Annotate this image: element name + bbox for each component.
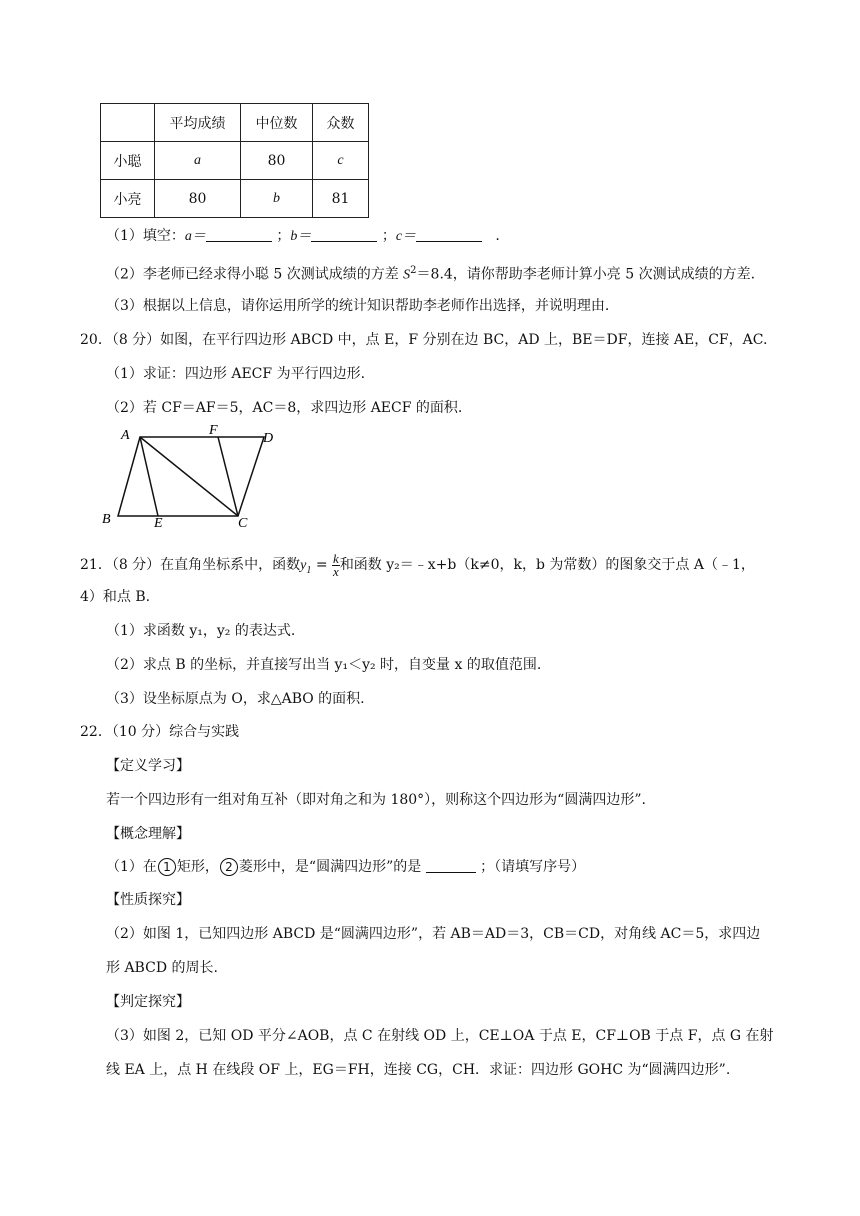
q21-stem-text: 和函数 y₂＝﹣x+b（k≠0，k，b 为常数）的图象交于点 A（﹣1， (339, 557, 755, 573)
q19-part2-text: （2）李老师已经求得小聪 5 次测试成绩的方差 (106, 266, 404, 283)
table-header-cell: 中位数 (241, 104, 313, 142)
table-row (101, 180, 369, 218)
q21-part1: （1）求函数 y₁，y₂ 的表达式. (106, 623, 296, 639)
heading-definition: 【定义学习】 (106, 758, 190, 774)
q22-stem: 22．（10 分）综合与实践 (80, 724, 240, 740)
q19-part2 (106, 261, 755, 286)
label-f: F (209, 423, 218, 438)
q19-part3: （3）根据以上信息，请你运用所学的统计知识帮助李老师作出选择，并说明理由. (106, 298, 610, 314)
q19-a-label: a＝ (184, 229, 206, 244)
table-cell: 81 (313, 180, 369, 218)
answer-blank-b[interactable] (311, 227, 377, 242)
label-a: A (121, 428, 130, 443)
equals-sign: = (311, 557, 333, 573)
table-header-cell: 众数 (313, 104, 369, 142)
answer-blank-a[interactable] (206, 227, 272, 242)
q22-part2-line2: 形 ABCD 的周长. (106, 960, 218, 976)
parallelogram-figure (96, 420, 286, 532)
q22-part2-line1: （2）如图 1，已知四边形 ABCD 是“圆满四边形”，若 AB＝AD＝3，CB＝CD，对角线 AC＝5，求四边 (106, 926, 761, 942)
y1-symbol: y (300, 558, 307, 573)
q21-part2: （2）求点 B 的坐标，并直接写出当 y₁＜y₂ 时，自变量 x 的取值范围. (106, 657, 542, 673)
q21-stem (80, 550, 755, 586)
answer-blank-q22[interactable] (426, 858, 476, 873)
q21-stem-cont: 4）和点 B. (80, 589, 151, 605)
label-c: C (238, 516, 248, 531)
q19-part2-text: ＝8.4，请你帮助李老师计算小亮 5 次测试成绩的方差. (416, 266, 756, 283)
fraction-numerator: k (333, 550, 339, 566)
fraction-denominator: x (333, 563, 339, 579)
label-e: E (154, 516, 163, 531)
q21-part3: （3）设坐标原点为 O，求△ABO 的面积. (106, 691, 365, 707)
answer-blank-c[interactable] (416, 227, 482, 242)
heading-property: 【性质探究】 (106, 892, 190, 908)
label-d: D (263, 431, 274, 446)
q22-part1-text: 菱形中，是“圆满四边形”的是 (238, 859, 422, 875)
q20-part2: （2）若 CF＝AF＝5，AC＝8，求四边形 AECF 的面积. (106, 400, 463, 416)
q20-part1: （1）求证：四边形 AECF 为平行四边形. (106, 366, 366, 382)
table-cell: a (155, 142, 241, 180)
q19-part1-label: （1）填空： (106, 228, 185, 244)
q19-part1 (106, 226, 500, 247)
variance-symbol: S (403, 267, 411, 283)
table-header-row (101, 104, 369, 142)
variance-exponent: 2 (410, 265, 417, 276)
q22-part3-line2: 线 EA 上，点 H 在线段 OF 上，EG＝FH，连接 CG，CH．求证：四边形 GOHC 为“圆满四边形”. (106, 1062, 731, 1078)
table-cell: 小聪 (101, 142, 155, 180)
table-cell: 80 (155, 180, 241, 218)
circled-number-1: 1 (158, 858, 176, 876)
y1-subscript: 1 (306, 564, 312, 576)
table-cell: c (313, 142, 369, 180)
table-header-cell (101, 104, 155, 142)
period: . (495, 228, 500, 244)
heading-concept: 【概念理解】 (106, 826, 190, 842)
q21-stem-text: 21．（8 分）在直角坐标系中，函数 (80, 557, 301, 573)
table-cell: 80 (241, 142, 313, 180)
separator: ； (381, 228, 396, 244)
q22-part1-text: 矩形， (176, 859, 219, 875)
q19-b-label: b＝ (290, 229, 312, 244)
label-b: B (102, 512, 111, 527)
q22-part1-text: （1）在 (106, 859, 157, 875)
heading-judgement: 【判定探究】 (106, 994, 190, 1010)
q22-part3-line1: （3）如图 2，已知 OD 平分∠AOB，点 C 在射线 OD 上，CE⊥OA 于点 E，CF⊥OB 于点 F，点 G 在射 (106, 1028, 774, 1044)
circled-number-2: 2 (220, 858, 238, 876)
definition-text: 若一个四边形有一组对角互补（即对角之和为 180°），则称这个四边形为“圆满四边形”. (106, 792, 646, 808)
q22-part1-text: ；（请填写序号） (480, 859, 586, 875)
q22-part1 (106, 857, 585, 877)
table-cell: 小亮 (101, 180, 155, 218)
table-row (101, 142, 369, 180)
parallelogram-abcd (118, 437, 264, 516)
segment-cf (218, 437, 238, 516)
table-header-cell: 平均成绩 (155, 104, 241, 142)
fraction-k-over-x (332, 550, 340, 579)
separator: ； (276, 228, 291, 244)
score-table (100, 103, 369, 218)
q20-stem: 20．（8 分）如图，在平行四边形 ABCD 中，点 E，F 分别在边 BC，AD 上，BE＝DF，连接 AE，CF，AC. (80, 332, 768, 348)
q19-c-label: c＝ (395, 229, 417, 244)
table-cell: b (241, 180, 313, 218)
